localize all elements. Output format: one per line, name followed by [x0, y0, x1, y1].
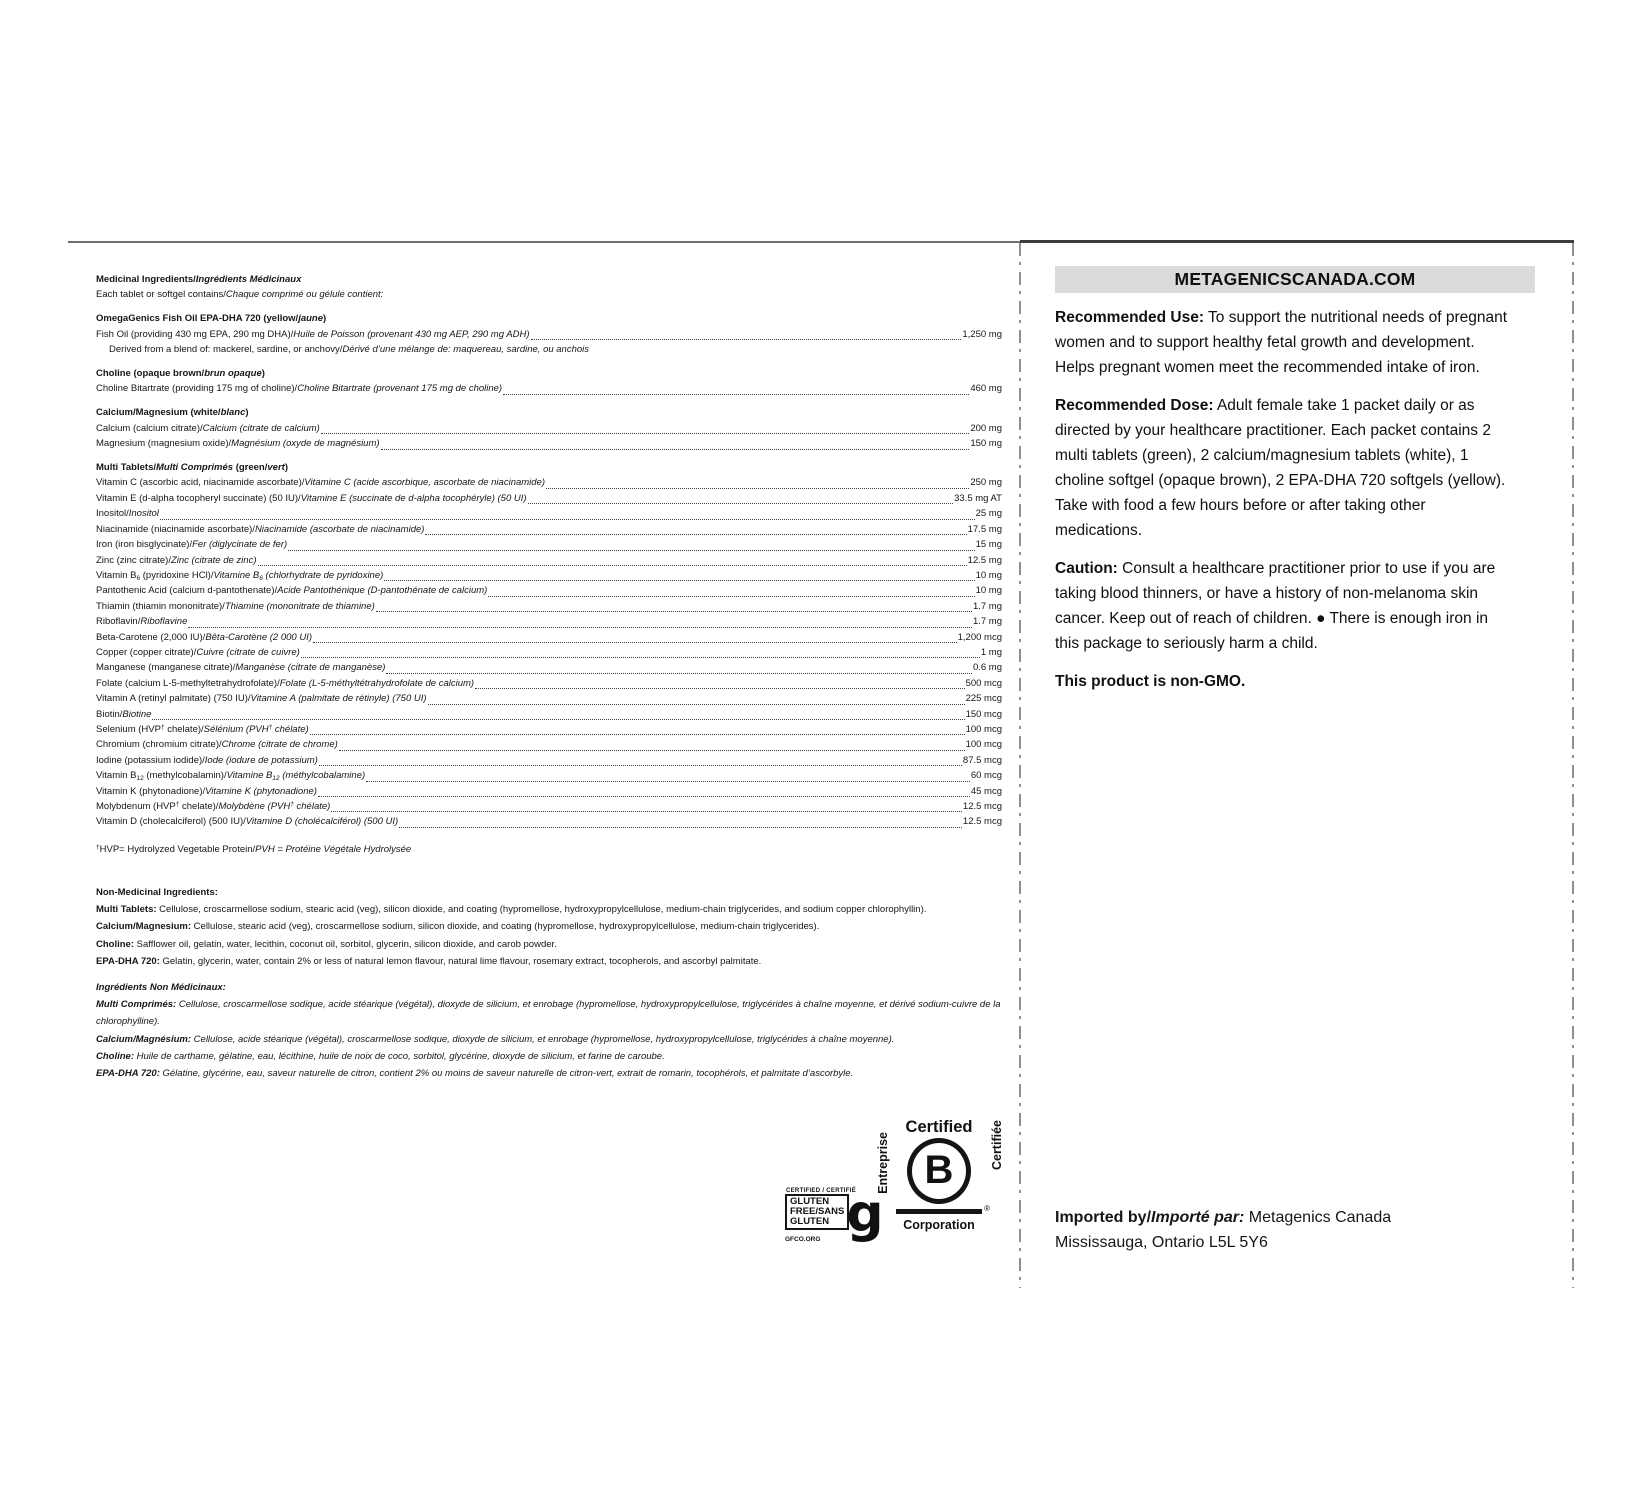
ingredient-row: [96, 614, 1002, 629]
dot-leader: [399, 827, 962, 828]
non-medicinal-block-fr: [96, 979, 1002, 1082]
ingredient-value: 460 mg: [970, 383, 1002, 395]
non-medicinal-item: EPA-DHA 720: Gelatin, glycerin, water, contain 2% or less of natural lemon flavour, natural lime flavour, rosemary extract, tocopherols, and ascorbyl palmitate.: [96, 955, 762, 967]
ingredient-label: Manganese (manganese citrate)/Manganèse (citrate de manganèse): [96, 662, 386, 674]
dot-leader: [366, 781, 970, 782]
gluten-free-box: GLUTEN FREE/SANS GLUTEN: [785, 1194, 849, 1230]
dot-leader: [384, 580, 974, 581]
ingredient-row: [96, 645, 1002, 660]
ingredient-value: 1,250 mg: [962, 328, 1002, 340]
imported-by-label-en: Imported by/: [1055, 1209, 1152, 1226]
ingredient-value: 15 mg: [975, 539, 1002, 551]
section-title: OmegaGenics Fish Oil EPA-DHA 720 (yellow/jaune): [96, 313, 327, 325]
dot-leader: [313, 642, 957, 643]
ingredient-row: [96, 630, 1002, 645]
ingredient-label: Copper (copper citrate)/Cuivre (citrate de cuivre): [96, 646, 300, 658]
ingredient-value: 33.5 mg AT: [954, 492, 1002, 504]
ingredient-row: [96, 506, 1002, 521]
ingredient-row: [96, 784, 1002, 799]
ingredient-label: Vitamin $B_{12}$ (methylcobalamin)/Vitamine $B_{12}$ (méthylcobalamine): [96, 770, 366, 783]
ingredient-label: Inositol/Inositol: [96, 508, 159, 520]
ingredient-section: [96, 460, 1002, 830]
recommended-dose-text: Adult female take 1 packet daily or as directed by your healthcare practitioner. Each packet contains 2 multi tablets (green), 2 calcium/magnesium tablets (white), 1 choline softgel (opaque brown), 2 EPA-DHA 720 softgels (yellow). Take with food a few hours before or after taking other medications.: [1055, 397, 1506, 539]
ingredient-label: Vitamin D (cholecalciferol) (500 IU)/Vitamine D (cholécalciférol) (500 UI): [96, 816, 399, 828]
ingredient-row: [96, 475, 1002, 490]
dot-leader: [528, 503, 954, 504]
ingredient-label: Fish Oil (providing 430 mg EPA, 290 mg DHA)/Huile de Poisson (provenant 430 mg AEP, 290 mg ADH): [96, 328, 530, 340]
ingredient-row: [96, 327, 1002, 342]
dot-leader: [503, 394, 969, 395]
ingredient-value: 45 mcg: [970, 785, 1002, 797]
ingredient-row: [96, 691, 1002, 706]
top-rule-right: [1020, 240, 1574, 243]
ingredient-row: [96, 568, 1002, 583]
non-gmo-statement: This product is non-GMO.: [1055, 673, 1246, 690]
dot-leader: [160, 519, 975, 520]
usage-panel: [1055, 266, 1510, 694]
section-title: Calcium/Magnesium (white/blanc): [96, 407, 249, 419]
non-medicinal-heading-fr: Ingrédients Non Médicinaux:: [96, 982, 226, 994]
ingredient-value: 150 mg: [970, 438, 1002, 450]
ingredient-row: [96, 537, 1002, 552]
ingredient-row: [96, 737, 1002, 752]
dot-leader: [319, 765, 962, 766]
b-corp-entreprise: Entreprise: [876, 1132, 890, 1194]
ingredient-row: [96, 814, 1002, 829]
non-medicinal-item: Calcium/Magnésium: Cellulose, acide stéarique (végétal), croscarmellose sodique, dioxyde de silicium, et enrobage (hypromellose, hydroxypropylcellulose, triglycérides à chaîne moyenne).: [96, 1033, 895, 1045]
ingredient-value: 17.5 mg: [967, 523, 1002, 535]
ingredient-row: [96, 583, 1002, 598]
imported-by-line: [1055, 1205, 1391, 1230]
b-corp-circle-icon: B: [907, 1138, 971, 1204]
ingredient-row: [96, 599, 1002, 614]
b-corp-bar: [896, 1209, 982, 1214]
ingredient-value: 87.5 mcg: [962, 754, 1002, 766]
b-corp-registered-mark: ®: [984, 1204, 990, 1213]
ingredient-value: 100 mcg: [965, 723, 1002, 735]
dot-leader: [381, 449, 970, 450]
ingredient-label: Iodine (potassium iodide)/Iode (iodure de potassium): [96, 754, 318, 766]
dot-leader: [301, 657, 980, 658]
ingredient-value: 200 mg: [970, 422, 1002, 434]
non-medicinal-item: Multi Tablets: Cellulose, croscarmellose sodium, stearic acid (veg), silicon dioxide, and coating (hypromellose, hydroxypropylcellulose, medium-chain triglycerides, and sodium copper chlorophyllin).: [96, 904, 927, 916]
ingredient-value: 225 mcg: [965, 693, 1002, 705]
dot-leader: [339, 750, 965, 751]
website-banner: [1055, 266, 1535, 293]
ingredient-section: [96, 366, 1002, 397]
ingredient-value: 1,200 mcg: [957, 631, 1002, 643]
dot-leader: [152, 719, 964, 720]
medicinal-sections: [96, 311, 1002, 830]
ingredient-row: [96, 768, 1002, 783]
non-medicinal-heading-en: Non-Medicinal Ingredients:: [96, 887, 218, 898]
ingredient-label: Chromium (chromium citrate)/Chrome (citrate de chrome): [96, 739, 338, 751]
ingredient-label: Vitamin $B_6$ (pyridoxine HCl)/Vitamine $B_6$ (chlorhydrate de pyridoxine): [96, 569, 384, 582]
ingredient-label: Vitamin E (d-alpha tocopheryl succinate) (50 IU)/Vitamine E (succinate de d-alpha tocophéryle) (50 UI): [96, 492, 527, 504]
ingredient-value: 10 mg: [975, 585, 1002, 597]
ingredient-value: 250 mg: [970, 477, 1002, 489]
ingredient-section: [96, 405, 1002, 451]
ingredient-value: 100 mcg: [965, 739, 1002, 751]
hvp-footnote: †HVP= Hydrolyzed Vegetable Protein/PVH = Protéine Végétale Hydrolysée: [96, 843, 412, 855]
medicinal-ingredients-panel: [96, 272, 1002, 857]
ingredient-row: [96, 491, 1002, 506]
dot-leader: [318, 796, 970, 797]
dot-leader: [488, 596, 974, 597]
gfco-g-icon: g: [846, 1184, 884, 1244]
ingredient-value: 10 mg: [975, 569, 1002, 581]
ingredient-label: Selenium (HVP† chelate)/Sélénium (PVH† chélate): [96, 723, 309, 735]
ingredient-value: 60 mcg: [970, 770, 1002, 782]
ingredient-label: Biotin/Biotine: [96, 708, 152, 720]
dot-leader: [386, 673, 972, 674]
dot-leader: [475, 688, 965, 689]
caution-paragraph: [1055, 556, 1510, 656]
ingredient-value: 25 mg: [975, 508, 1002, 520]
ingredient-row: [96, 436, 1002, 451]
dot-leader: [258, 565, 967, 566]
importer-name: Metagenics Canada: [1244, 1209, 1392, 1226]
ingredient-note: Derived from a blend of: mackerel, sardine, or anchovy/Dérivé d’une mélange de: maquereau, sardine, ou anchois: [109, 344, 590, 356]
dot-leader: [331, 811, 962, 812]
ingredient-label: Choline Bitartrate (providing 175 mg of choline)/Choline Bitartrate (provenant 175 mg de choline): [96, 383, 503, 395]
caution-text: Consult a healthcare practitioner prior to use if you are taking blood thinners, or have a history of non-melanoma skin cancer. Keep out of reach of children. ● There is enough iron in this package to seriously harm a child.: [1055, 560, 1496, 652]
dot-leader: [376, 611, 972, 612]
recommended-use-label: Recommended Use:: [1055, 309, 1205, 326]
ingredient-row: [96, 660, 1002, 675]
ingredient-label: Vitamin A (retinyl palmitate) (750 IU)/Vitamine A (palmitate de rétinyle) (750 UI): [96, 693, 427, 705]
gluten-cert-line: CERTIFIED / CERTIFIÉ: [786, 1188, 857, 1194]
ingredient-label: Iron (iron bisglycinate)/Fer (diglycinate de fer): [96, 539, 288, 551]
ingredient-row: [96, 421, 1002, 436]
caution-label: Caution:: [1055, 560, 1118, 577]
non-medicinal-item: EPA-DHA 720: Gélatine, glycérine, eau, saveur naturelle de citron, contient 2% ou moins de saveur naturelle de citron-vert, extrait de romarin, tocophérols, et palmitate d’ascorbyle.: [96, 1068, 854, 1080]
ingredient-label: Thiamin (thiamin mononitrate)/Thiamine (mononitrate de thiamine): [96, 600, 375, 612]
ingredient-value: 1 mg: [980, 646, 1002, 658]
dot-leader: [425, 534, 966, 535]
ingredient-value: 1.7 mg: [972, 600, 1002, 612]
ingredient-row: [96, 707, 1002, 722]
ingredient-value: 12.5 mg: [967, 554, 1002, 566]
section-title: Choline (opaque brown/brun opaque): [96, 368, 265, 380]
ingredient-row: [96, 753, 1002, 768]
medicinal-heading: Medicinal Ingredients/Ingrédients Médicinaux: [96, 274, 302, 285]
dot-leader: [428, 704, 965, 705]
ingredient-row: [96, 799, 1002, 814]
ingredient-section: [96, 311, 1002, 357]
b-corp-logo: [876, 1118, 1004, 1232]
ingredient-label: Molybdenum (HVP† chelate)/Molybdène (PVH† chélate): [96, 801, 331, 812]
ingredient-value: 150 mcg: [965, 708, 1002, 720]
dot-leader: [531, 339, 962, 340]
ingredient-row: [96, 553, 1002, 568]
b-corp-certifiee: Certifiée: [990, 1120, 1004, 1171]
non-medicinal-item: Calcium/Magnesium: Cellulose, stearic acid (veg), croscarmellose sodium, silicon dioxide, and coating (hypromellose, hydroxypropylcellulose, medium-chain triglycerides).: [96, 921, 820, 933]
ingredient-label: Beta-Carotene (2,000 IU)/Bêta-Carotène (2 000 UI): [96, 631, 312, 643]
cut-line-right: [1572, 243, 1574, 1288]
importer-info: [1055, 1205, 1391, 1255]
ingredient-row: [96, 522, 1002, 537]
non-medicinal-list-fr: [96, 996, 1002, 1082]
ingredient-label: Vitamin C (ascorbic acid, niacinamide ascorbate)/Vitamine C (acide ascorbique, ascorbate de niacinamide): [96, 477, 546, 489]
ingredient-label: Magnesium (magnesium oxide)/Magnésium (oxyde de magnésium): [96, 438, 380, 450]
ingredient-label: Folate (calcium L-5-methyltetrahydrofolate)/Folate (L-5-méthyltétrahydrofolate de calcium): [96, 677, 475, 689]
non-medicinal-item: Choline: Huile de carthame, gélatine, eau, lécithine, huile de noix de coco, sorbitol, glycérine, dioxyde de silicium, et farine de caroube.: [96, 1050, 665, 1062]
non-medicinal-item: Multi Comprimés: Cellulose, croscarmellose sodique, acide stéarique (végétal), dioxyde de silicium, et enrobage (hypromellose, hydroxypropylcellulose, triglycérides à chaîne moyenne, et dérivé sodium-cuivre de la chlorophylline).: [96, 999, 1001, 1028]
ingredient-label: Calcium (calcium citrate)/Calcium (citrate de calcium): [96, 422, 320, 434]
section-title: Multi Tablets/Multi Comprimés (green/vert): [96, 462, 288, 474]
recommended-use-text: To support the nutritional needs of pregnant women and to support healthy fetal growth and development. Helps pregnant women meet the recommended intake of iron.: [1055, 309, 1508, 376]
gfco-site: GFCO.ORG: [785, 1236, 821, 1243]
b-corp-certified: Certified: [905, 1118, 973, 1136]
ingredient-value: 500 mcg: [965, 677, 1002, 689]
ingredient-label: Vitamin K (phytonadione)/Vitamine K (phytonadione): [96, 785, 317, 797]
ingredient-value: 1.7 mg: [972, 616, 1002, 628]
non-medicinal-list-en: [96, 901, 1002, 970]
recommended-dose-label: Recommended Dose:: [1055, 397, 1214, 414]
ingredient-label: Riboflavin/Riboflavine: [96, 616, 188, 628]
dot-leader: [321, 433, 969, 434]
ingredient-label: Niacinamide (niacinamide ascorbate)/Niacinamide (ascorbate de niacinamide): [96, 523, 425, 535]
cut-line-left: [1019, 243, 1021, 1288]
ingredient-value: 0.6 mg: [972, 662, 1002, 674]
gluten-free-logo: [785, 1184, 900, 1244]
non-medicinal-panel: [96, 884, 1002, 1082]
recommended-use-paragraph: [1055, 305, 1510, 380]
recommended-dose-paragraph: [1055, 393, 1510, 543]
ingredient-row: [96, 676, 1002, 691]
medicinal-subheading: Each tablet or softgel contains/Chaque comprimé ou gélule contient:: [96, 289, 384, 301]
dot-leader: [288, 550, 974, 551]
importer-address: Mississauga, Ontario L5L 5Y6: [1055, 1234, 1268, 1251]
ingredient-row: [96, 381, 1002, 396]
dot-leader: [188, 627, 972, 628]
ingredient-value: 12.5 mcg: [962, 816, 1002, 828]
top-rule-left: [68, 241, 1020, 243]
imported-by-label-fr: Importé par:: [1151, 1209, 1245, 1226]
ingredient-label: Pantothenic Acid (calcium d-pantothenate)/Acide Pantothénique (D-pantothénate de calcium): [96, 585, 488, 597]
dot-leader: [310, 734, 965, 735]
ingredient-label: Zinc (zinc citrate)/Zinc (citrate de zinc): [96, 554, 257, 566]
ingredient-row: [96, 722, 1002, 737]
ingredient-value: 12.5 mcg: [962, 801, 1002, 812]
dot-leader: [546, 488, 969, 489]
b-corp-corporation: Corporation: [903, 1218, 975, 1232]
website-url: METAGENICSCANADA.COM: [1174, 269, 1416, 289]
non-medicinal-item: Choline: Safflower oil, gelatin, water, lecithin, coconut oil, sorbitol, glycerin, silicon dioxide, and carob powder.: [96, 938, 557, 950]
